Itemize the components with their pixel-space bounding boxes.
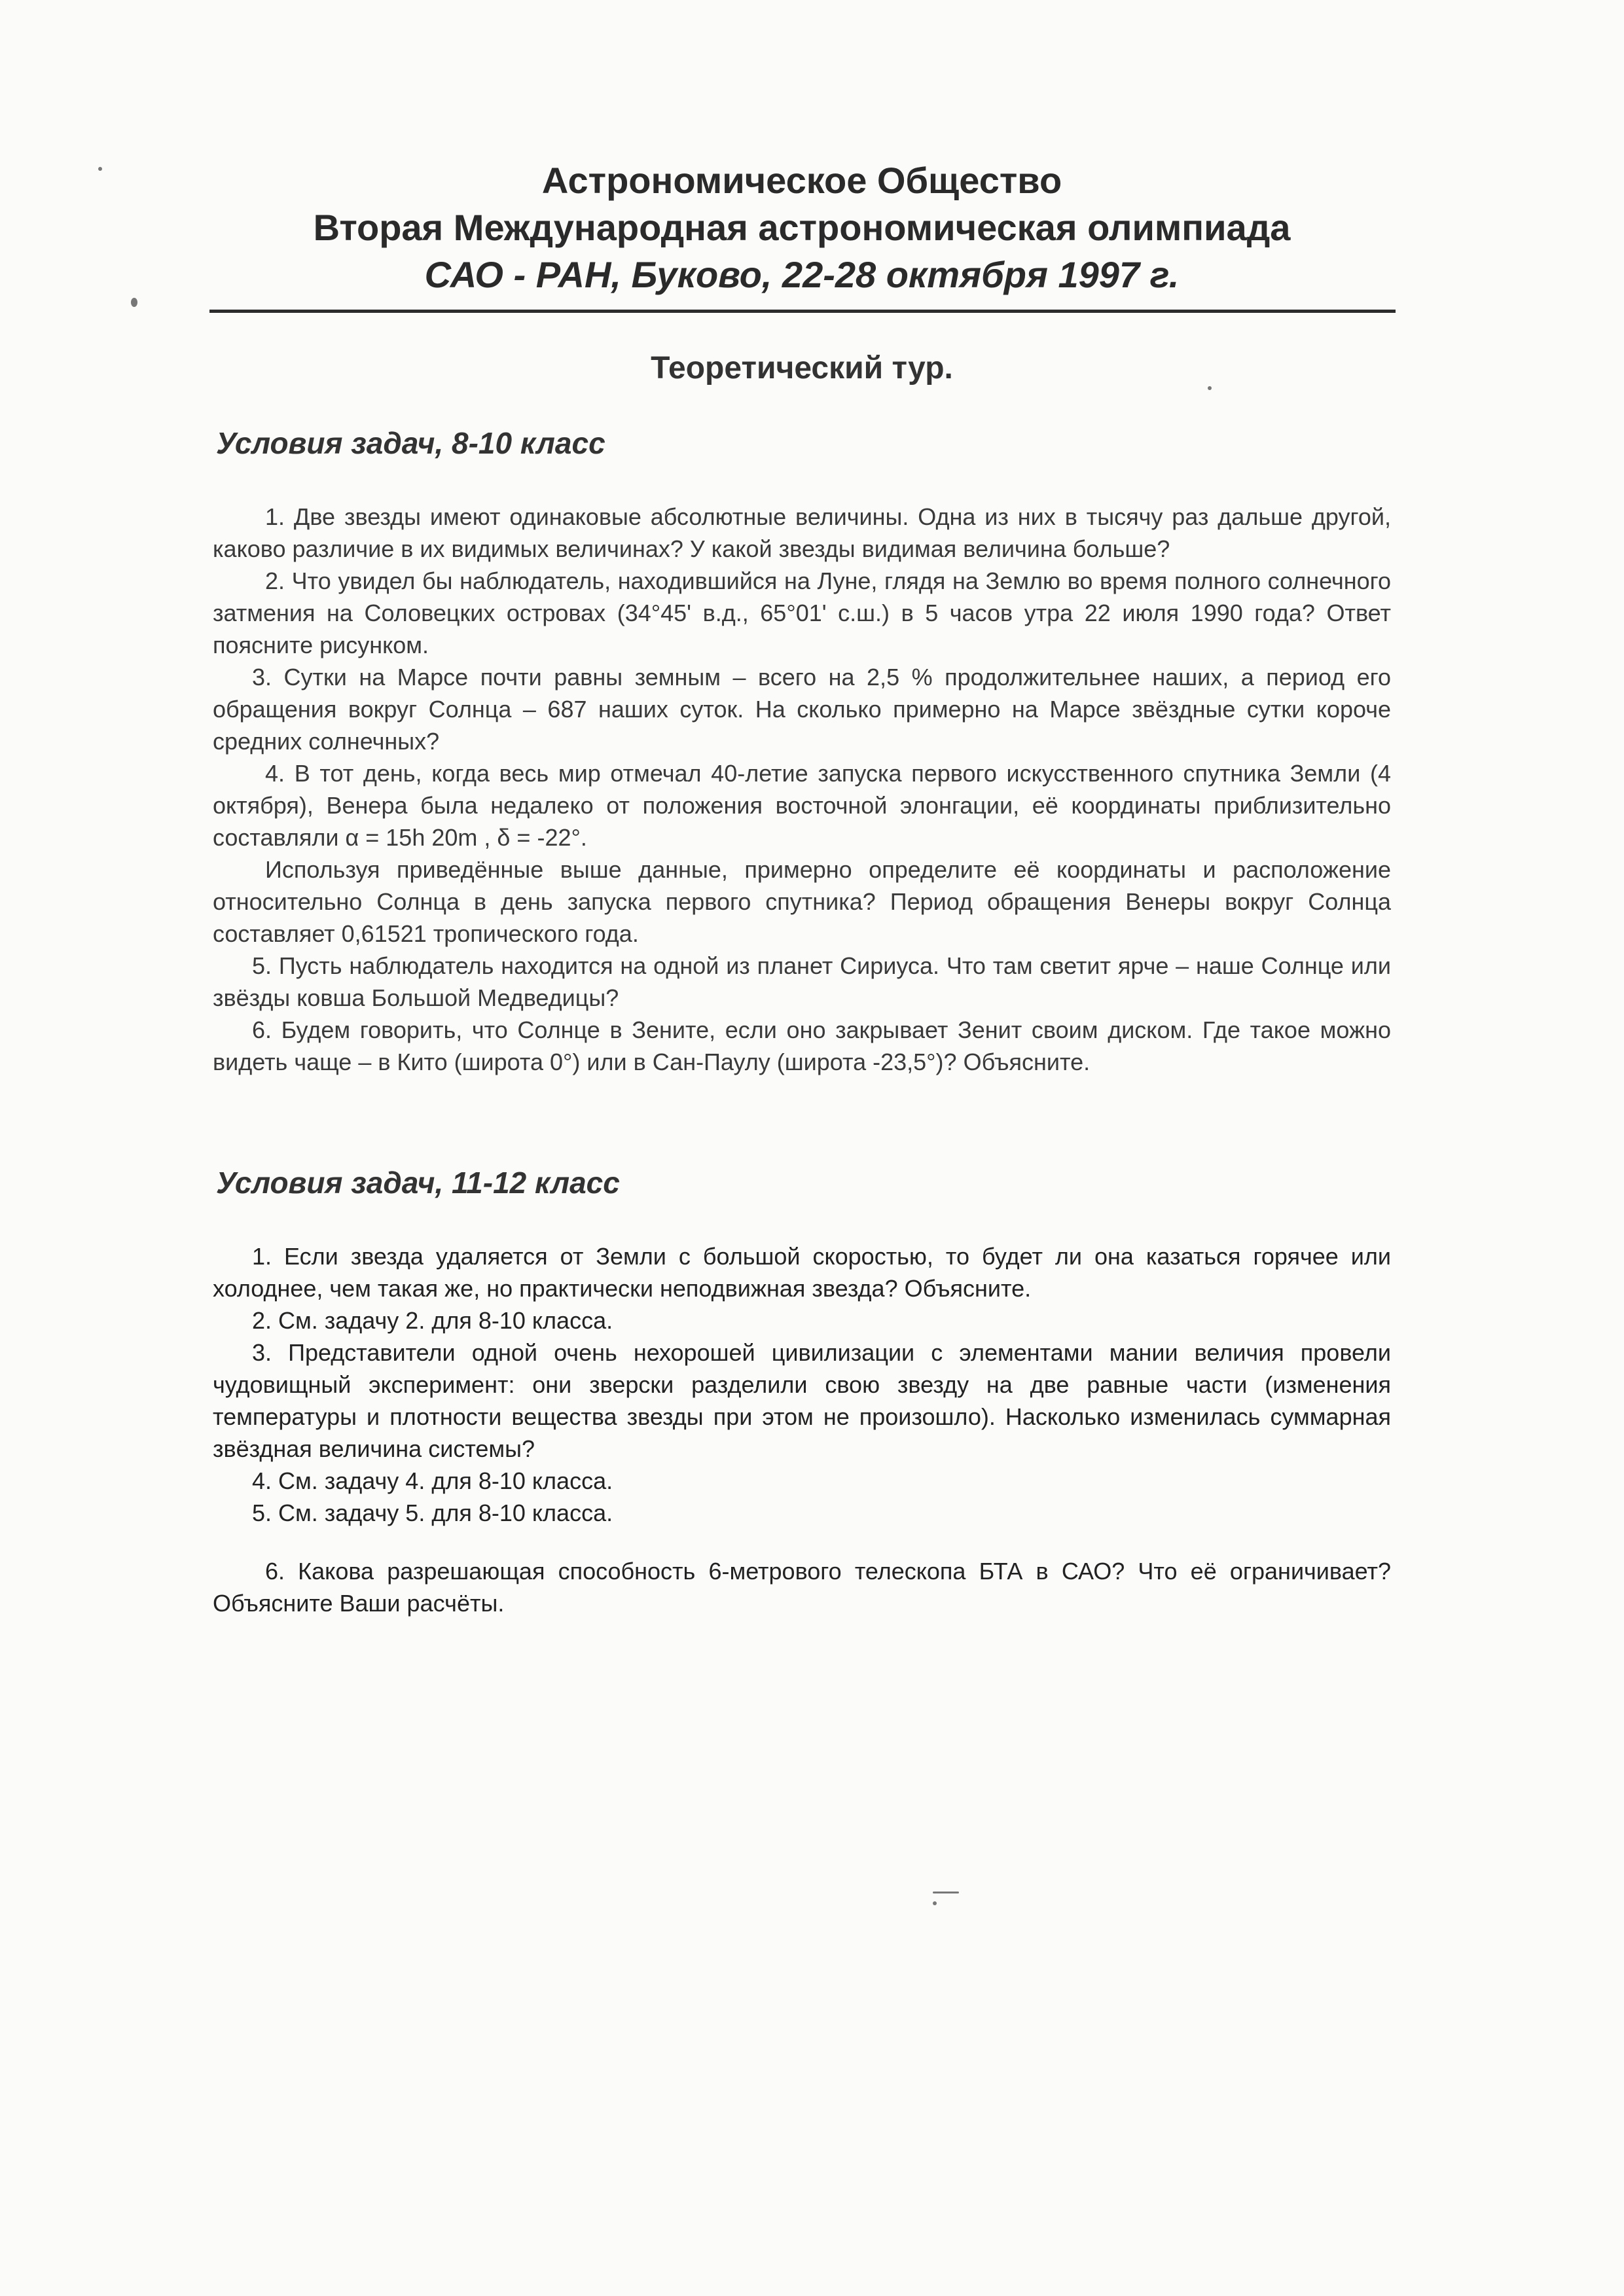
problem-item: 4. См. задачу 4. для 8-10 класса. (252, 1467, 613, 1494)
scan-speck (933, 1892, 959, 1893)
section-title-8-10: Условия задач, 8-10 класс (216, 426, 605, 460)
scan-speck (98, 167, 102, 171)
scan-speck (933, 1901, 937, 1905)
problems-8-10 (213, 501, 1391, 1078)
header-divider (209, 310, 1396, 313)
olympiad-title: Вторая Международная астрономическая олимпиада (313, 207, 1291, 248)
document-header (209, 157, 1394, 298)
spacer (213, 1529, 1391, 1555)
problem-item: 1. Если звезда удаляется от Земли с большой скоростью, то будет ли она казаться горячее или холоднее, чем такая же, но практически неподвижная звезда? Объясните. (213, 1243, 1391, 1302)
scan-speck (131, 298, 137, 307)
problem-item: 2. Что увидел бы наблюдатель, находившийся на Луне, глядя на Землю во время полного солнечного затмения на Соловецких островах (34°45' в.д., 65°01' с.ш.) в 5 часов утра 22 июля 1990 года? Ответ поясните рисунком. (213, 567, 1391, 658)
problems-11-12 (213, 1240, 1391, 1619)
problem-item: 3. Сутки на Марсе почти равны земным – всего на 2,5 % продолжительнее наших, а период его обращения вокруг Солнца – 687 наших суток. На сколько примерно на Марсе звёздные сутки короче средних солнечных? (213, 664, 1391, 755)
problem-item: 1. Две звезды имеют одинаковые абсолютные величины. Одна из них в тысячу раз дальше другой, каково различие в их видимых величинах? У какой звезды видимая величина больше? (213, 503, 1391, 562)
problem-item: 5. См. задачу 5. для 8-10 класса. (252, 1499, 613, 1526)
tour-title: Теоретический тур. (651, 351, 953, 386)
problem-item: Используя приведённые выше данные, примерно определите её координаты и расположение относительно Солнца в день запуска первого спутника? Период обращения Венеры вокруг Солнца составляет 0,61521 тропического года. (213, 856, 1391, 947)
problem-item: 6. Будем говорить, что Солнце в Зените, если оно закрывает Зенит своим диском. Где такое можно видеть чаще – в Кито (широта 0°) или в Сан-Паулу (широта -23,5°)? Объясните. (213, 1016, 1391, 1075)
society-name: Астрономическое Общество (541, 160, 1062, 201)
problem-item: 5. Пусть наблюдатель находится на одной из планет Сириуса. Что там светит ярче – наше Солнце или звёзды ковша Большой Медведицы? (213, 952, 1391, 1011)
section-title-11-12: Условия задач, 11-12 класс (216, 1166, 620, 1200)
olympiad-place-date: САО - РАН, Буково, 22-28 октября 1997 г. (424, 254, 1180, 295)
problem-item: 3. Представители одной очень нехорошей цивилизации с элементами мании величия провели чудовищный эксперимент: они зверски разделили свою звезду на две равные части (изменения температуры и плотности вещества звезды при этом не произошло). Насколько изменилась суммарная звёздная величина системы? (213, 1339, 1391, 1462)
problem-item: 2. См. задачу 2. для 8-10 класса. (252, 1307, 613, 1334)
scan-speck (1208, 386, 1212, 390)
problem-item: 6. Какова разрешающая способность 6-метрового телескопа БТА в САО? Что её ограничивает? Объясните Ваши расчёты. (213, 1558, 1391, 1617)
problem-item: 4. В тот день, когда весь мир отмечал 40-летие запуска первого искусственного спутника Земли (4 октября), Венера была недалеко от положения восточной элонгации, её координаты приблизительно составляли α = 15h 20m , δ = -22°. (213, 760, 1391, 851)
